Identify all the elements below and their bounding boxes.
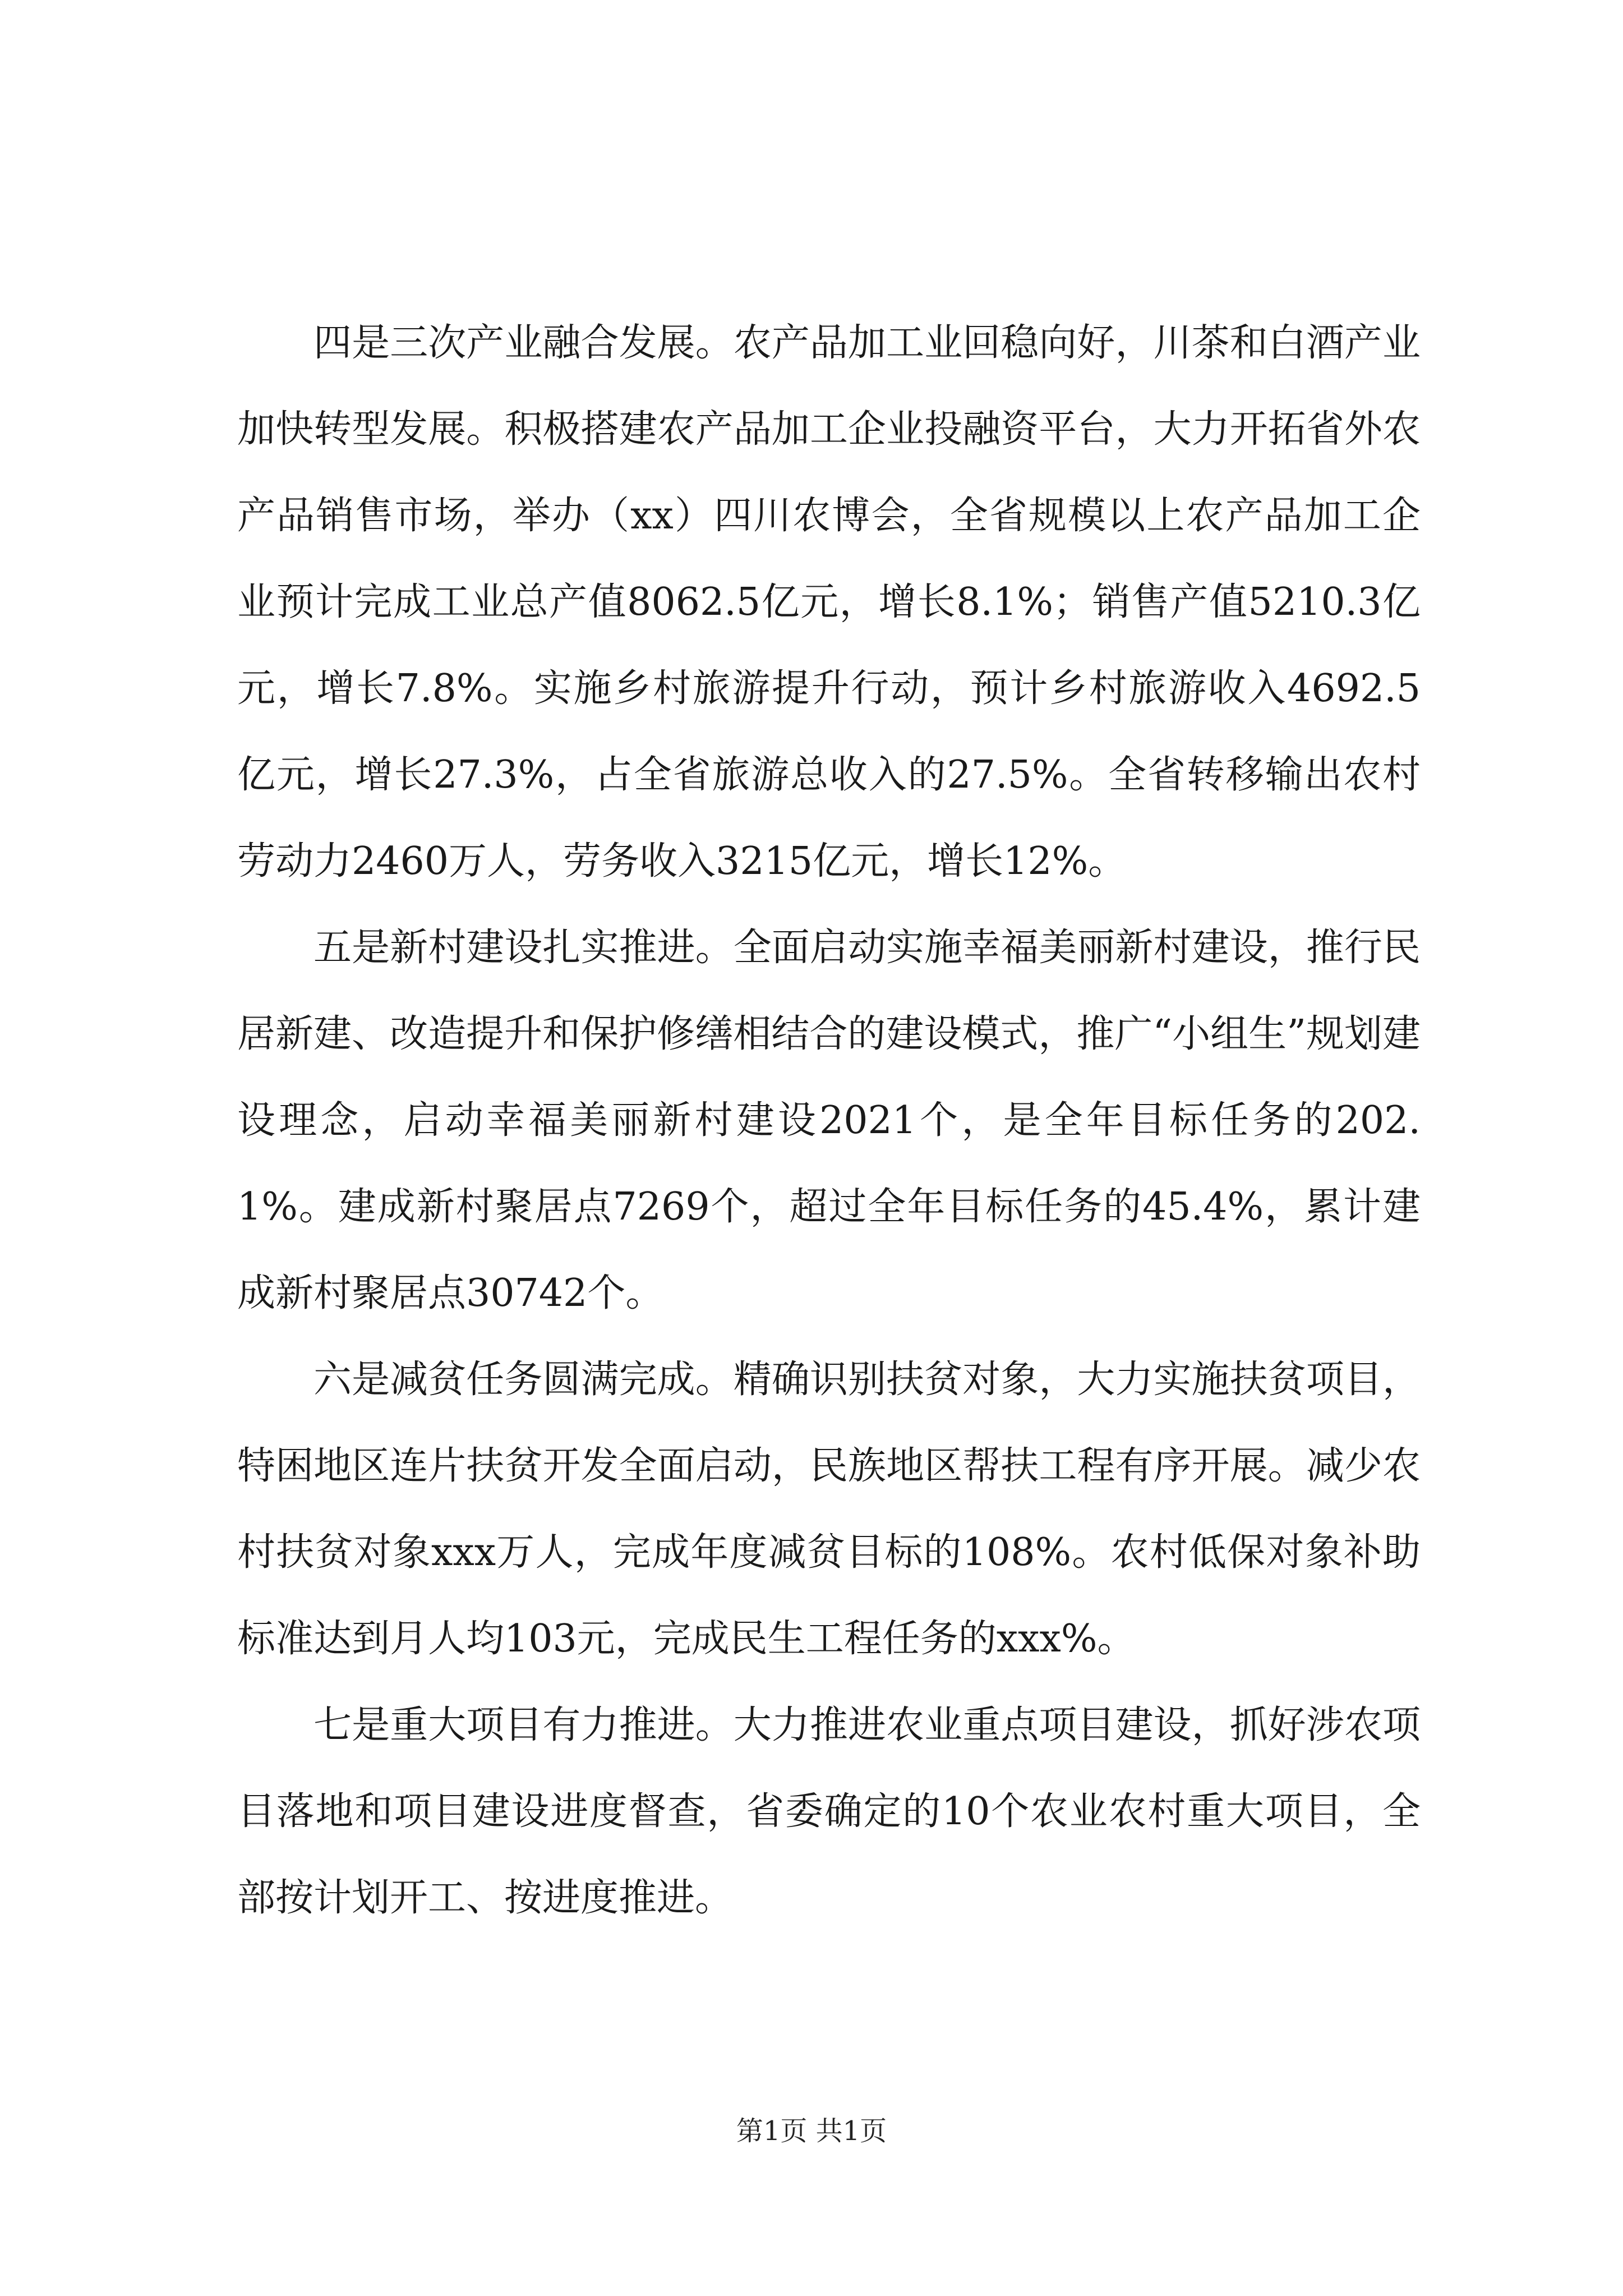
paragraph-major-projects: 七是重大项目有力推进。大力推进农业重点项目建设，抓好涉农项目落地和项目建设进度督查，省委确定的10个农业农村重大项目，全部按计划开工、按进度推进。 [237,1703,1421,1920]
page-footer: 第1页 共1页 [736,2115,887,2147]
paragraph-industry-integration: 四是三次产业融合发展。农产品加工业回稳向好，川茶和白酒产业加快转型发展。积极搭建农产品加工企业投融资平台，大力开拓省外农产品销售市场，举办（xx）四川农博会，全省规模以上农产品加工企业预计完成工业总产值8062.5亿元，增长8.1%；销售产值5210.3亿元，增长7.8%。实施乡村旅游提升行动，预计乡村旅游收入4692.5亿元，增长27.3%，占全省旅游总收入的27.5%。全省转移输出农村劳动力2460万人，劳务收入3215亿元，增长12%。 [237,321,1421,884]
paragraph-new-village-construction: 五是新村建设扎实推进。全面启动实施幸福美丽新村建设，推行民居新建、改造提升和保护修缮相结合的建设模式，推广“小组生”规划建设理念，启动幸福美丽新村建设2021个，是全年目标任务的202.1%。建成新村聚居点7269个，超过全年目标任务的45.4%，累计建成新村聚居点30742个。 [237,926,1421,1315]
paragraph-poverty-reduction: 六是减贫任务圆满完成。精确识别扶贫对象，大力实施扶贫项目，特困地区连片扶贫开发全面启动，民族地区帮扶工程有序开展。减少农村扶贫对象xxx万人，完成年度减贫目标的108%。农村低保对象补助标准达到月人均103元，完成民生工程任务的xxx%。 [237,1358,1421,1661]
document-body [237,300,1421,1941]
